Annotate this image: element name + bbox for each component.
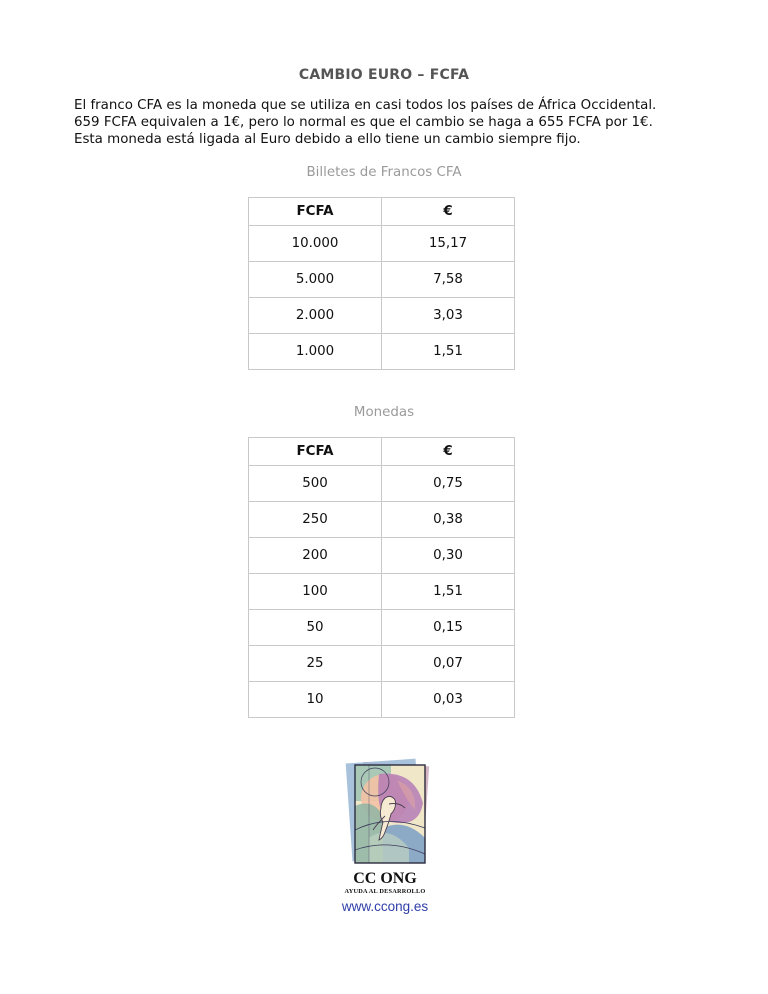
table-row <box>249 610 515 646</box>
table-row <box>249 682 515 718</box>
fcfa-cell: 2.000 <box>249 298 382 334</box>
table-row <box>249 298 515 334</box>
org-name: CC ONG <box>353 870 417 887</box>
table-header-row <box>249 438 515 466</box>
fcfa-cell: 50 <box>249 610 382 646</box>
intro-line: El franco CFA es la moneda que se utiliza en casi todos los países de África Occidental. <box>74 98 657 113</box>
euro-cell: 0,03 <box>382 682 515 718</box>
page-title: CAMBIO EURO – FCFA <box>298 67 470 83</box>
euro-cell: 0,75 <box>382 466 515 502</box>
table-row <box>249 646 515 682</box>
euro-cell: 0,15 <box>382 610 515 646</box>
column-header-fcfa: FCFA <box>249 438 382 466</box>
euro-cell: 1,51 <box>382 574 515 610</box>
column-header-euro: € <box>382 198 515 226</box>
intro-paragraph <box>74 97 714 148</box>
euro-cell: 0,30 <box>382 538 515 574</box>
fcfa-cell: 10.000 <box>249 226 382 262</box>
euro-cell: 0,38 <box>382 502 515 538</box>
euro-cell: 1,51 <box>382 334 515 370</box>
euro-cell: 7,58 <box>382 262 515 298</box>
ccong-emblem-icon <box>339 758 431 866</box>
euro-cell: 3,03 <box>382 298 515 334</box>
table-header-row <box>249 198 515 226</box>
banknotes-caption: Billetes de Francos CFA <box>306 165 462 180</box>
fcfa-cell: 1.000 <box>249 334 382 370</box>
table-row <box>249 574 515 610</box>
intro-line: Esta moneda está ligada al Euro debido a ello tiene un cambio siempre fijo. <box>74 132 581 147</box>
column-header-fcfa: FCFA <box>249 198 382 226</box>
table-row <box>249 466 515 502</box>
table-row <box>249 226 515 262</box>
fcfa-cell: 25 <box>249 646 382 682</box>
euro-cell: 15,17 <box>382 226 515 262</box>
fcfa-cell: 500 <box>249 466 382 502</box>
fcfa-cell: 10 <box>249 682 382 718</box>
column-header-euro: € <box>382 438 515 466</box>
banknotes-table <box>248 197 515 370</box>
coins-caption: Monedas <box>353 405 415 420</box>
fcfa-cell: 250 <box>249 502 382 538</box>
table-row <box>249 262 515 298</box>
org-tagline: AYUDA AL DESARROLLO <box>344 888 426 895</box>
euro-cell: 0,07 <box>382 646 515 682</box>
table-row <box>249 502 515 538</box>
table-row <box>249 334 515 370</box>
fcfa-cell: 5.000 <box>249 262 382 298</box>
fcfa-cell: 200 <box>249 538 382 574</box>
ccong-logo <box>330 758 440 915</box>
table-row <box>249 538 515 574</box>
coins-table <box>248 437 515 718</box>
fcfa-cell: 100 <box>249 574 382 610</box>
intro-line: 659 FCFA equivalen a 1€, pero lo normal es que el cambio se haga a 655 FCFA por 1€. <box>74 115 653 130</box>
website-link[interactable]: www.ccong.es <box>341 899 429 914</box>
